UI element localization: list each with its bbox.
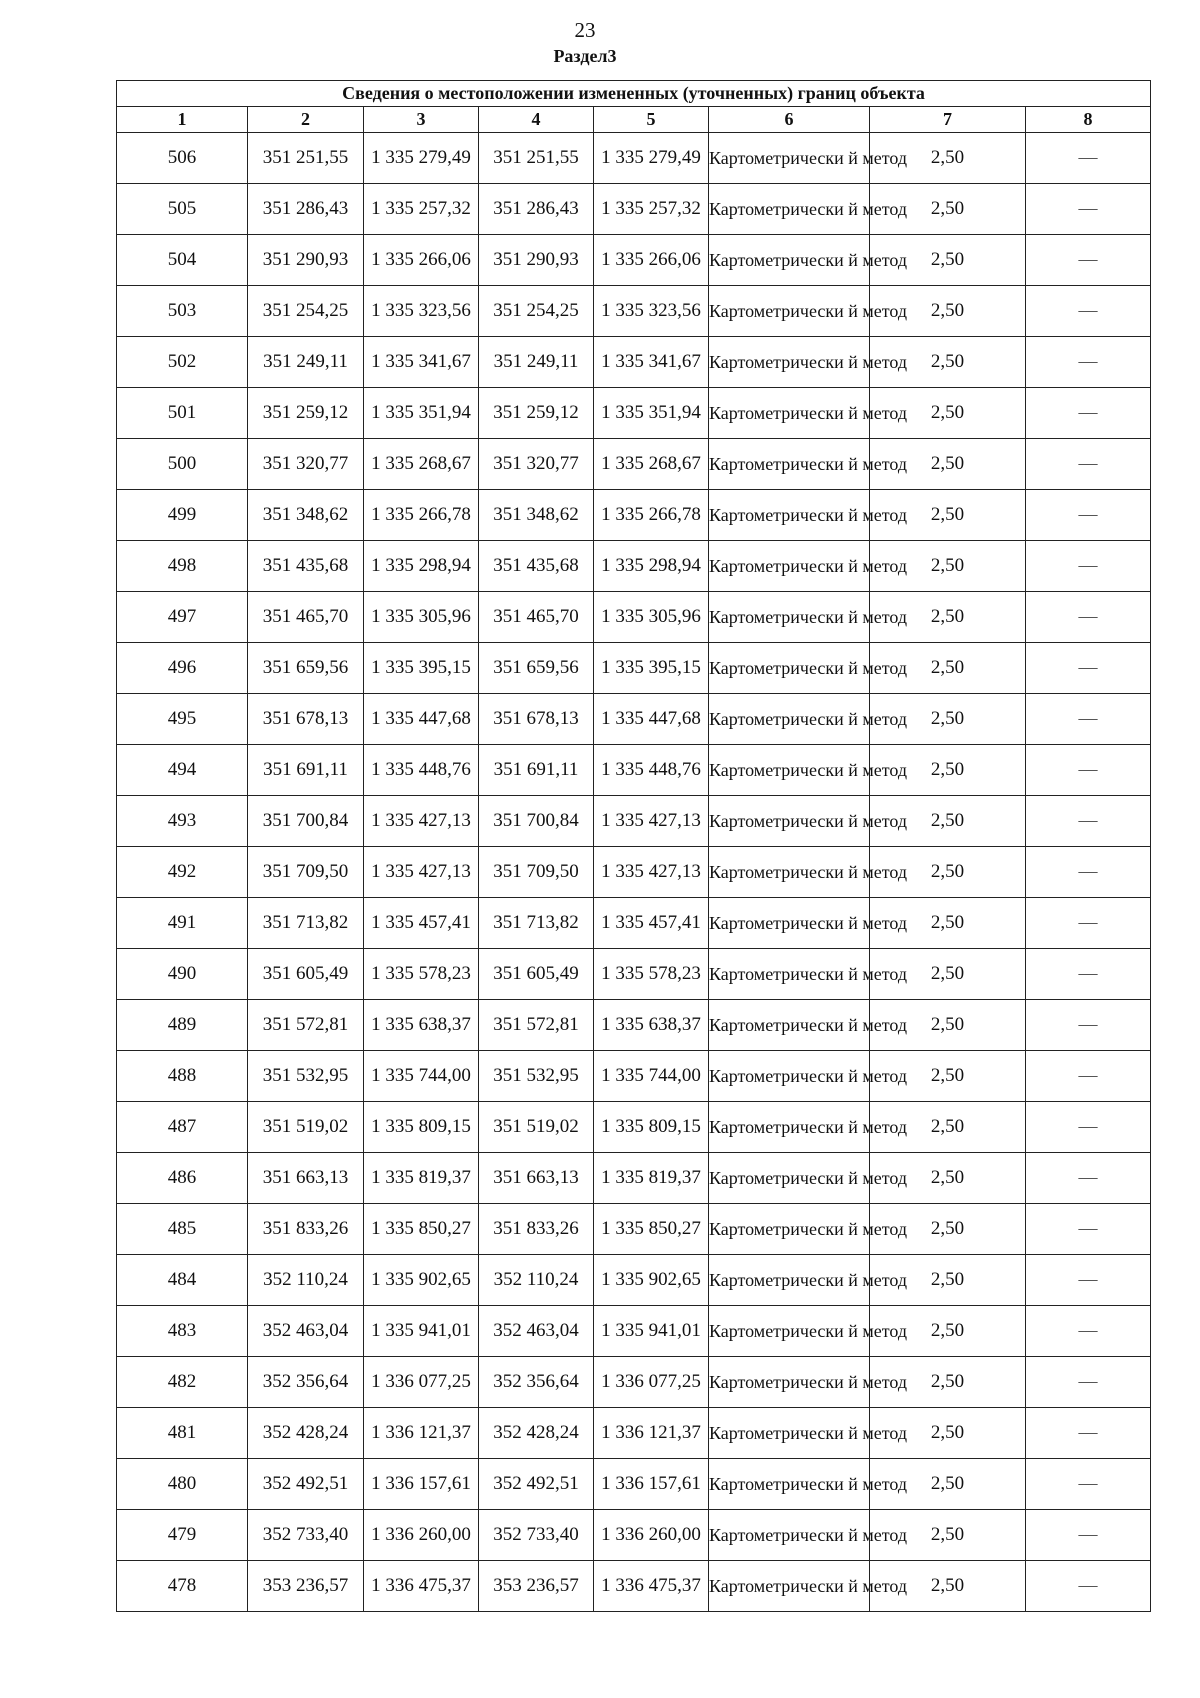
cell-y-new: 1 335 323,56 [594, 286, 709, 337]
cell-x-new: 351 691,11 [479, 745, 594, 796]
cell-method: Картометрически й метод [709, 490, 870, 541]
cell-y-existing: 1 335 427,13 [364, 796, 479, 847]
cell-method: Картометрически й метод [709, 1561, 870, 1612]
cell-method: Картометрически й метод [709, 796, 870, 847]
column-number-row [117, 107, 1151, 133]
table-row [117, 949, 1151, 1000]
cell-y-existing: 1 335 902,65 [364, 1255, 479, 1306]
table-row [117, 1459, 1151, 1510]
cell-y-new: 1 336 077,25 [594, 1357, 709, 1408]
cell-x-new: 351 259,12 [479, 388, 594, 439]
cell-y-new: 1 336 475,37 [594, 1561, 709, 1612]
cell-y-existing: 1 335 268,67 [364, 439, 479, 490]
cell-x-new: 351 435,68 [479, 541, 594, 592]
cell-x-new: 351 290,93 [479, 235, 594, 286]
cell-x-new: 352 356,64 [479, 1357, 594, 1408]
cell-method: Картометрически й метод [709, 898, 870, 949]
cell-accuracy: 2,50 [870, 745, 1026, 796]
cell-x-new: 351 572,81 [479, 1000, 594, 1051]
cell-point-number: 487 [117, 1102, 248, 1153]
table-row [117, 286, 1151, 337]
cell-y-existing: 1 335 941,01 [364, 1306, 479, 1357]
cell-accuracy: 2,50 [870, 1153, 1026, 1204]
cell-x-new: 351 833,26 [479, 1204, 594, 1255]
cell-x-new: 351 659,56 [479, 643, 594, 694]
cell-accuracy: 2,50 [870, 592, 1026, 643]
cell-description: — [1026, 1255, 1151, 1306]
cell-accuracy: 2,50 [870, 1051, 1026, 1102]
cell-method: Картометрически й метод [709, 184, 870, 235]
cell-y-existing: 1 335 266,78 [364, 490, 479, 541]
cell-y-existing: 1 335 257,32 [364, 184, 479, 235]
cell-x-new: 351 605,49 [479, 949, 594, 1000]
column-number-4: 4 [479, 107, 594, 133]
cell-x-existing: 351 254,25 [248, 286, 364, 337]
cell-y-existing: 1 335 298,94 [364, 541, 479, 592]
cell-y-new: 1 336 157,61 [594, 1459, 709, 1510]
cell-point-number: 481 [117, 1408, 248, 1459]
cell-accuracy: 2,50 [870, 643, 1026, 694]
cell-description: — [1026, 796, 1151, 847]
cell-y-existing: 1 335 578,23 [364, 949, 479, 1000]
cell-accuracy: 2,50 [870, 1408, 1026, 1459]
cell-y-new: 1 335 266,06 [594, 235, 709, 286]
cell-description: — [1026, 745, 1151, 796]
cell-y-new: 1 335 578,23 [594, 949, 709, 1000]
cell-x-new: 351 709,50 [479, 847, 594, 898]
cell-x-existing: 351 833,26 [248, 1204, 364, 1255]
cell-point-number: 493 [117, 796, 248, 847]
cell-method: Картометрически й метод [709, 388, 870, 439]
table-row [117, 796, 1151, 847]
cell-point-number: 479 [117, 1510, 248, 1561]
cell-x-existing: 351 700,84 [248, 796, 364, 847]
table-row [117, 745, 1151, 796]
cell-x-existing: 351 709,50 [248, 847, 364, 898]
cell-method: Картометрически й метод [709, 439, 870, 490]
cell-y-existing: 1 335 457,41 [364, 898, 479, 949]
cell-x-new: 352 463,04 [479, 1306, 594, 1357]
cell-y-existing: 1 335 850,27 [364, 1204, 479, 1255]
cell-y-new: 1 335 941,01 [594, 1306, 709, 1357]
cell-accuracy: 2,50 [870, 235, 1026, 286]
cell-x-new: 351 663,13 [479, 1153, 594, 1204]
cell-x-new: 351 532,95 [479, 1051, 594, 1102]
table-row [117, 1306, 1151, 1357]
column-number-6: 6 [709, 107, 870, 133]
table-row [117, 388, 1151, 439]
table-row [117, 1000, 1151, 1051]
cell-x-existing: 351 678,13 [248, 694, 364, 745]
cell-method: Картометрически й метод [709, 286, 870, 337]
cell-y-existing: 1 335 447,68 [364, 694, 479, 745]
cell-accuracy: 2,50 [870, 439, 1026, 490]
cell-y-existing: 1 335 351,94 [364, 388, 479, 439]
cell-y-existing: 1 336 077,25 [364, 1357, 479, 1408]
cell-y-new: 1 335 427,13 [594, 847, 709, 898]
cell-x-new: 352 733,40 [479, 1510, 594, 1561]
cell-x-new: 351 249,11 [479, 337, 594, 388]
cell-accuracy: 2,50 [870, 1459, 1026, 1510]
cell-accuracy: 2,50 [870, 184, 1026, 235]
cell-y-new: 1 335 809,15 [594, 1102, 709, 1153]
column-number-3: 3 [364, 107, 479, 133]
cell-x-new: 351 519,02 [479, 1102, 594, 1153]
cell-x-existing: 351 251,55 [248, 133, 364, 184]
cell-y-existing: 1 336 260,00 [364, 1510, 479, 1561]
cell-point-number: 499 [117, 490, 248, 541]
cell-y-new: 1 335 744,00 [594, 1051, 709, 1102]
cell-accuracy: 2,50 [870, 490, 1026, 541]
table-row [117, 1051, 1151, 1102]
cell-method: Картометрически й метод [709, 1204, 870, 1255]
cell-y-new: 1 335 638,37 [594, 1000, 709, 1051]
cell-x-new: 353 236,57 [479, 1561, 594, 1612]
cell-point-number: 488 [117, 1051, 248, 1102]
cell-point-number: 489 [117, 1000, 248, 1051]
cell-x-existing: 351 249,11 [248, 337, 364, 388]
cell-y-existing: 1 336 121,37 [364, 1408, 479, 1459]
table-row [117, 592, 1151, 643]
cell-description: — [1026, 439, 1151, 490]
cell-y-existing: 1 335 809,15 [364, 1102, 479, 1153]
cell-y-existing: 1 335 323,56 [364, 286, 479, 337]
cell-y-existing: 1 335 744,00 [364, 1051, 479, 1102]
cell-accuracy: 2,50 [870, 1102, 1026, 1153]
cell-x-existing: 351 713,82 [248, 898, 364, 949]
cell-y-new: 1 335 448,76 [594, 745, 709, 796]
cell-point-number: 505 [117, 184, 248, 235]
cell-description: — [1026, 847, 1151, 898]
cell-point-number: 495 [117, 694, 248, 745]
cell-point-number: 483 [117, 1306, 248, 1357]
cell-description: — [1026, 388, 1151, 439]
cell-description: — [1026, 337, 1151, 388]
cell-method: Картометрически й метод [709, 949, 870, 1000]
cell-accuracy: 2,50 [870, 1000, 1026, 1051]
cell-y-existing: 1 335 638,37 [364, 1000, 479, 1051]
cell-point-number: 478 [117, 1561, 248, 1612]
column-number-8: 8 [1026, 107, 1151, 133]
cell-x-existing: 351 348,62 [248, 490, 364, 541]
cell-description: — [1026, 1459, 1151, 1510]
cell-description: — [1026, 694, 1151, 745]
cell-point-number: 485 [117, 1204, 248, 1255]
cell-accuracy: 2,50 [870, 1204, 1026, 1255]
cell-description: — [1026, 184, 1151, 235]
cell-point-number: 497 [117, 592, 248, 643]
cell-x-existing: 352 463,04 [248, 1306, 364, 1357]
cell-x-existing: 351 435,68 [248, 541, 364, 592]
cell-y-new: 1 335 427,13 [594, 796, 709, 847]
cell-accuracy: 2,50 [870, 1357, 1026, 1408]
cell-accuracy: 2,50 [870, 847, 1026, 898]
cell-accuracy: 2,50 [870, 1255, 1026, 1306]
cell-method: Картометрически й метод [709, 1408, 870, 1459]
column-number-2: 2 [248, 107, 364, 133]
cell-x-existing: 352 428,24 [248, 1408, 364, 1459]
cell-description: — [1026, 592, 1151, 643]
cell-method: Картометрически й метод [709, 337, 870, 388]
cell-y-existing: 1 335 448,76 [364, 745, 479, 796]
table-row [117, 439, 1151, 490]
table-row [117, 898, 1151, 949]
cell-y-new: 1 335 257,32 [594, 184, 709, 235]
cell-x-existing: 352 492,51 [248, 1459, 364, 1510]
table-row [117, 1102, 1151, 1153]
cell-accuracy: 2,50 [870, 1306, 1026, 1357]
cell-description: — [1026, 1000, 1151, 1051]
cell-description: — [1026, 1102, 1151, 1153]
cell-method: Картометрически й метод [709, 847, 870, 898]
cell-accuracy: 2,50 [870, 337, 1026, 388]
cell-accuracy: 2,50 [870, 541, 1026, 592]
cell-method: Картометрически й метод [709, 235, 870, 286]
cell-y-new: 1 335 351,94 [594, 388, 709, 439]
column-number-5: 5 [594, 107, 709, 133]
table-row [117, 1408, 1151, 1459]
cell-method: Картометрически й метод [709, 745, 870, 796]
cell-y-existing: 1 336 157,61 [364, 1459, 479, 1510]
cell-y-new: 1 335 266,78 [594, 490, 709, 541]
cell-description: — [1026, 490, 1151, 541]
table-body [117, 133, 1151, 1612]
cell-accuracy: 2,50 [870, 388, 1026, 439]
cell-x-existing: 352 356,64 [248, 1357, 364, 1408]
cell-y-existing: 1 335 819,37 [364, 1153, 479, 1204]
cell-x-existing: 351 572,81 [248, 1000, 364, 1051]
cell-x-existing: 353 236,57 [248, 1561, 364, 1612]
cell-method: Картометрически й метод [709, 1153, 870, 1204]
cell-x-existing: 351 465,70 [248, 592, 364, 643]
cell-x-existing: 351 691,11 [248, 745, 364, 796]
cell-y-new: 1 335 850,27 [594, 1204, 709, 1255]
cell-x-new: 351 286,43 [479, 184, 594, 235]
cell-point-number: 506 [117, 133, 248, 184]
cell-accuracy: 2,50 [870, 1510, 1026, 1561]
cell-x-existing: 351 659,56 [248, 643, 364, 694]
cell-method: Картометрически й метод [709, 1102, 870, 1153]
cell-description: — [1026, 898, 1151, 949]
boundary-coordinates-table [116, 80, 1151, 1612]
cell-accuracy: 2,50 [870, 286, 1026, 337]
cell-description: — [1026, 1408, 1151, 1459]
cell-y-new: 1 335 819,37 [594, 1153, 709, 1204]
cell-description: — [1026, 1561, 1151, 1612]
cell-point-number: 480 [117, 1459, 248, 1510]
cell-y-new: 1 336 121,37 [594, 1408, 709, 1459]
cell-y-new: 1 335 902,65 [594, 1255, 709, 1306]
cell-y-new: 1 335 457,41 [594, 898, 709, 949]
cell-x-existing: 351 290,93 [248, 235, 364, 286]
cell-method: Картометрически й метод [709, 1051, 870, 1102]
cell-method: Картометрически й метод [709, 643, 870, 694]
cell-y-new: 1 336 260,00 [594, 1510, 709, 1561]
table-row [117, 1255, 1151, 1306]
cell-point-number: 500 [117, 439, 248, 490]
table-row [117, 847, 1151, 898]
cell-accuracy: 2,50 [870, 796, 1026, 847]
cell-description: — [1026, 1153, 1151, 1204]
cell-point-number: 494 [117, 745, 248, 796]
cell-method: Картометрически й метод [709, 1000, 870, 1051]
cell-y-new: 1 335 279,49 [594, 133, 709, 184]
table-row [117, 1153, 1151, 1204]
cell-description: — [1026, 643, 1151, 694]
cell-accuracy: 2,50 [870, 1561, 1026, 1612]
page-number: 23 [574, 18, 596, 42]
cell-point-number: 503 [117, 286, 248, 337]
table-row [117, 643, 1151, 694]
cell-y-existing: 1 335 266,06 [364, 235, 479, 286]
cell-x-existing: 351 519,02 [248, 1102, 364, 1153]
table-row [117, 1561, 1151, 1612]
cell-x-existing: 352 110,24 [248, 1255, 364, 1306]
column-number-1: 1 [117, 107, 248, 133]
cell-x-existing: 351 286,43 [248, 184, 364, 235]
cell-point-number: 484 [117, 1255, 248, 1306]
cell-y-existing: 1 335 427,13 [364, 847, 479, 898]
column-number-7: 7 [870, 107, 1026, 133]
table-row [117, 235, 1151, 286]
cell-x-new: 352 492,51 [479, 1459, 594, 1510]
cell-x-new: 351 713,82 [479, 898, 594, 949]
cell-y-new: 1 335 341,67 [594, 337, 709, 388]
cell-description: — [1026, 1051, 1151, 1102]
cell-method: Картометрически й метод [709, 592, 870, 643]
cell-point-number: 496 [117, 643, 248, 694]
cell-x-existing: 351 259,12 [248, 388, 364, 439]
cell-description: — [1026, 1510, 1151, 1561]
table-row [117, 1510, 1151, 1561]
cell-x-new: 352 110,24 [479, 1255, 594, 1306]
cell-x-existing: 351 663,13 [248, 1153, 364, 1204]
cell-x-new: 351 678,13 [479, 694, 594, 745]
cell-method: Картометрически й метод [709, 541, 870, 592]
section-title: Раздел3 [553, 46, 617, 66]
cell-y-new: 1 335 395,15 [594, 643, 709, 694]
cell-x-existing: 351 320,77 [248, 439, 364, 490]
cell-accuracy: 2,50 [870, 949, 1026, 1000]
table-row [117, 1204, 1151, 1255]
cell-method: Картометрически й метод [709, 1357, 870, 1408]
cell-x-new: 351 348,62 [479, 490, 594, 541]
cell-method: Картометрически й метод [709, 1306, 870, 1357]
cell-point-number: 486 [117, 1153, 248, 1204]
cell-point-number: 490 [117, 949, 248, 1000]
cell-method: Картометрически й метод [709, 133, 870, 184]
cell-description: — [1026, 133, 1151, 184]
cell-description: — [1026, 235, 1151, 286]
cell-y-new: 1 335 305,96 [594, 592, 709, 643]
cell-point-number: 498 [117, 541, 248, 592]
cell-y-existing: 1 335 395,15 [364, 643, 479, 694]
cell-method: Картометрически й метод [709, 1459, 870, 1510]
table-row [117, 133, 1151, 184]
cell-point-number: 502 [117, 337, 248, 388]
cell-method: Картометрически й метод [709, 694, 870, 745]
cell-x-new: 352 428,24 [479, 1408, 594, 1459]
cell-description: — [1026, 1204, 1151, 1255]
cell-description: — [1026, 1357, 1151, 1408]
cell-description: — [1026, 541, 1151, 592]
cell-x-new: 351 465,70 [479, 592, 594, 643]
cell-point-number: 492 [117, 847, 248, 898]
cell-x-existing: 352 733,40 [248, 1510, 364, 1561]
cell-x-new: 351 251,55 [479, 133, 594, 184]
cell-accuracy: 2,50 [870, 694, 1026, 745]
cell-y-existing: 1 336 475,37 [364, 1561, 479, 1612]
cell-method: Картометрически й метод [709, 1255, 870, 1306]
cell-point-number: 501 [117, 388, 248, 439]
cell-y-new: 1 335 268,67 [594, 439, 709, 490]
table-row [117, 184, 1151, 235]
cell-x-new: 351 700,84 [479, 796, 594, 847]
table-row [117, 1357, 1151, 1408]
table-caption: Сведения о местоположении измененных (уточненных) границ объекта [117, 81, 1151, 107]
cell-point-number: 482 [117, 1357, 248, 1408]
cell-x-new: 351 320,77 [479, 439, 594, 490]
cell-point-number: 491 [117, 898, 248, 949]
cell-description: — [1026, 286, 1151, 337]
cell-accuracy: 2,50 [870, 133, 1026, 184]
cell-x-existing: 351 605,49 [248, 949, 364, 1000]
cell-y-existing: 1 335 341,67 [364, 337, 479, 388]
cell-y-existing: 1 335 305,96 [364, 592, 479, 643]
cell-accuracy: 2,50 [870, 898, 1026, 949]
cell-method: Картометрически й метод [709, 1510, 870, 1561]
cell-point-number: 504 [117, 235, 248, 286]
table-row [117, 694, 1151, 745]
table-row [117, 337, 1151, 388]
cell-description: — [1026, 949, 1151, 1000]
cell-y-existing: 1 335 279,49 [364, 133, 479, 184]
cell-y-new: 1 335 298,94 [594, 541, 709, 592]
cell-x-existing: 351 532,95 [248, 1051, 364, 1102]
cell-description: — [1026, 1306, 1151, 1357]
table-row [117, 541, 1151, 592]
table-row [117, 490, 1151, 541]
cell-y-new: 1 335 447,68 [594, 694, 709, 745]
cell-x-new: 351 254,25 [479, 286, 594, 337]
